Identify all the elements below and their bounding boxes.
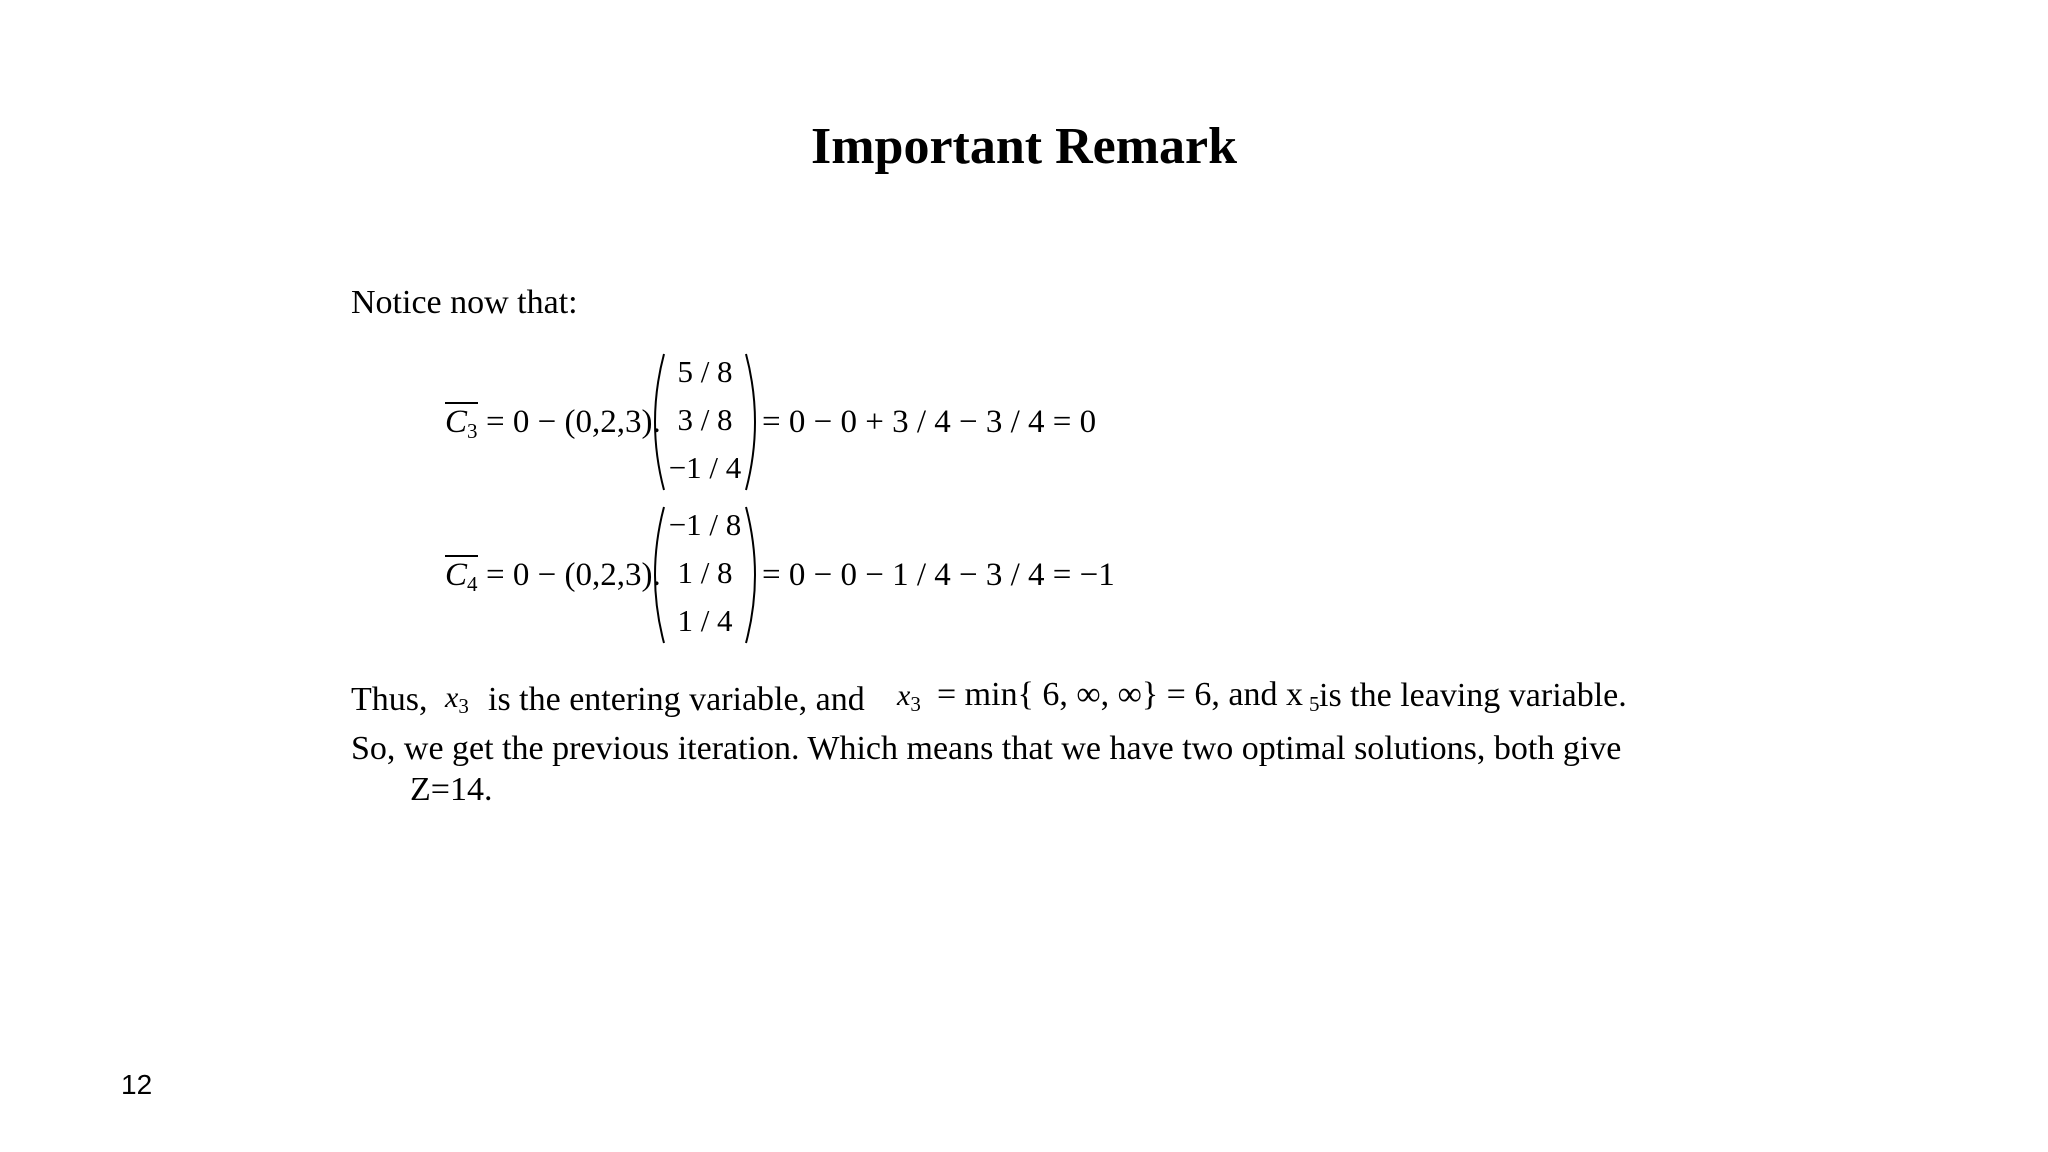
c4-vector-entry-1: −1 / 8	[668, 507, 742, 542]
c4-vector-entry-2: 1 / 8	[677, 555, 733, 590]
c4-symbol: $C_4$	[445, 555, 478, 602]
c4-vector-entry-3: 1 / 4	[677, 603, 733, 638]
entering-variable: $x_3$	[445, 681, 469, 718]
c3-vector-entry-1: 5 / 8	[677, 354, 733, 389]
page-number: 12	[121, 1069, 153, 1100]
conclusion-line-3: Z=14.	[410, 771, 493, 808]
c3-vector-entry-2: 3 / 8	[677, 402, 733, 437]
c3-symbol: $C_3$	[445, 402, 478, 449]
min-expression: = min{ 6, ∞, ∞} = 6, and x $_5$	[937, 676, 1320, 716]
thus-text: Thus,	[351, 681, 428, 718]
conclusion-line-2: So, we get the previous iteration. Which means that we have two optimal solutions, both give	[351, 730, 1622, 767]
c3-vector-entry-3: −1 / 4	[668, 450, 742, 485]
c4-result: = 0 − 0 − 1 / 4 − 3 / 4 = −1	[762, 557, 1115, 593]
min-variable: $x_3$	[897, 679, 921, 716]
leaving-text: is the leaving variable.	[1319, 677, 1627, 714]
c3-result: = 0 − 0 + 3 / 4 − 3 / 4 = 0	[762, 404, 1097, 440]
intro-text: Notice now that:	[351, 284, 578, 321]
c4-prefix: = 0 − (0,2,3).	[486, 557, 661, 593]
slide-title: Important Remark	[810, 118, 1238, 175]
entering-text: is the entering variable, and	[488, 681, 865, 718]
c3-prefix: = 0 − (0,2,3).	[486, 404, 661, 440]
